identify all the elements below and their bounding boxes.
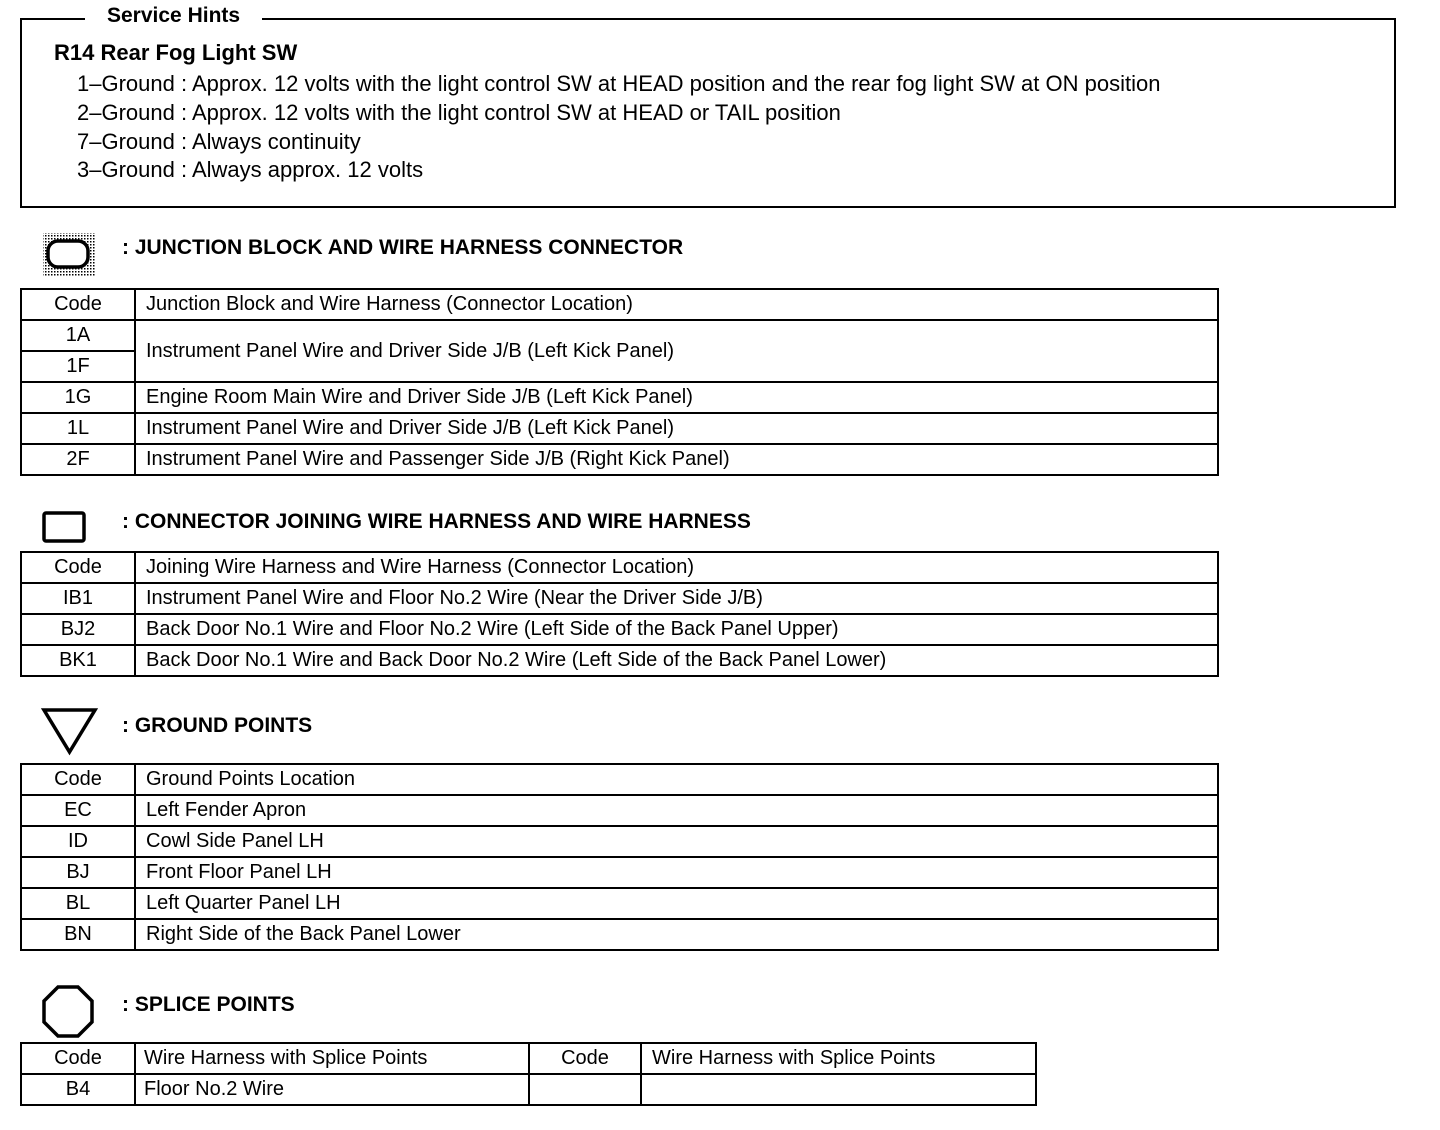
location-cell: Instrument Panel Wire and Floor No.2 Wire (Near the Driver Side J/B)	[135, 583, 1218, 614]
code-header: Code	[21, 289, 135, 320]
code-cell: 2F	[21, 444, 135, 475]
table-header-row	[21, 1043, 1036, 1074]
code-header: Code	[21, 764, 135, 795]
code-cell: BK1	[21, 645, 135, 676]
table-row	[21, 919, 1218, 950]
code-cell: 1F	[21, 351, 135, 382]
code-cell: 1L	[21, 413, 135, 444]
connector-section-title: : CONNECTOR JOINING WIRE HARNESS AND WIRE HARNESS	[122, 510, 751, 533]
code-header: Code	[529, 1043, 641, 1074]
code-cell: 1A	[21, 320, 135, 351]
table-header-row	[21, 764, 1218, 795]
location-header: Ground Points Location	[135, 764, 1218, 795]
table-row	[21, 320, 1218, 351]
location-cell: Instrument Panel Wire and Driver Side J/B (Left Kick Panel)	[135, 320, 1218, 382]
table-row	[21, 382, 1218, 413]
splice-section-title: : SPLICE POINTS	[122, 993, 295, 1016]
table-header-row	[21, 289, 1218, 320]
table-row	[21, 795, 1218, 826]
location-cell: Back Door No.1 Wire and Floor No.2 Wire (Left Side of the Back Panel Upper)	[135, 614, 1218, 645]
code-cell: 1G	[21, 382, 135, 413]
service-hints-heading: R14 Rear Fog Light SW	[54, 40, 298, 65]
code-cell: ID	[21, 826, 135, 857]
table-row	[21, 645, 1218, 676]
table-row	[21, 857, 1218, 888]
location-cell: Instrument Panel Wire and Passenger Side J/B (Right Kick Panel)	[135, 444, 1218, 475]
code-cell: BL	[21, 888, 135, 919]
table-row	[21, 413, 1218, 444]
hint-line: 2–Ground : Approx. 12 volts with the light control SW at HEAD or TAIL position	[77, 100, 841, 125]
service-hints-title: Service Hints	[85, 4, 262, 28]
code-cell	[529, 1074, 641, 1105]
connector-table	[20, 551, 1219, 677]
location-cell: Instrument Panel Wire and Driver Side J/B (Left Kick Panel)	[135, 413, 1218, 444]
location-cell: Engine Room Main Wire and Driver Side J/B (Left Kick Panel)	[135, 382, 1218, 413]
ground-table	[20, 763, 1219, 951]
table-row	[21, 444, 1218, 475]
splice-harness-cell	[641, 1074, 1036, 1105]
splice-harness-header: Wire Harness with Splice Points	[135, 1043, 529, 1074]
hint-line: 3–Ground : Always approx. 12 volts	[77, 157, 424, 182]
splice-octagon-icon	[40, 984, 96, 1040]
location-header: Joining Wire Harness and Wire Harness (Connector Location)	[135, 552, 1218, 583]
location-cell: Back Door No.1 Wire and Back Door No.2 Wire (Left Side of the Back Panel Lower)	[135, 645, 1218, 676]
table-row	[21, 826, 1218, 857]
table-row	[21, 614, 1218, 645]
hint-line: 1–Ground : Approx. 12 volts with the light control SW at HEAD position and the rear fog light SW at ON position	[77, 71, 1161, 96]
splice-table	[20, 1042, 1037, 1106]
table-row	[21, 888, 1218, 919]
location-cell: Left Quarter Panel LH	[135, 888, 1218, 919]
table-header-row	[21, 552, 1218, 583]
code-cell: B4	[21, 1074, 135, 1105]
hint-line: 7–Ground : Always continuity	[77, 129, 361, 154]
junction-table	[20, 288, 1219, 476]
location-cell: Right Side of the Back Panel Lower	[135, 919, 1218, 950]
ground-triangle-icon	[40, 706, 100, 756]
location-header: Junction Block and Wire Harness (Connector Location)	[135, 289, 1218, 320]
location-cell: Front Floor Panel LH	[135, 857, 1218, 888]
code-cell: BJ2	[21, 614, 135, 645]
location-cell: Cowl Side Panel LH	[135, 826, 1218, 857]
splice-harness-cell: Floor No.2 Wire	[135, 1074, 529, 1105]
table-row	[21, 583, 1218, 614]
code-cell: EC	[21, 795, 135, 826]
code-cell: IB1	[21, 583, 135, 614]
location-cell: Left Fender Apron	[135, 795, 1218, 826]
code-cell: BN	[21, 919, 135, 950]
junction-connector-icon	[42, 232, 96, 278]
connector-icon	[42, 511, 88, 545]
code-header: Code	[21, 552, 135, 583]
code-cell: BJ	[21, 857, 135, 888]
ground-section-title: : GROUND POINTS	[122, 714, 313, 737]
table-row	[21, 1074, 1036, 1105]
junction-section-title: : JUNCTION BLOCK AND WIRE HARNESS CONNECTOR	[122, 236, 684, 259]
splice-harness-header: Wire Harness with Splice Points	[641, 1043, 1036, 1074]
code-header: Code	[21, 1043, 135, 1074]
